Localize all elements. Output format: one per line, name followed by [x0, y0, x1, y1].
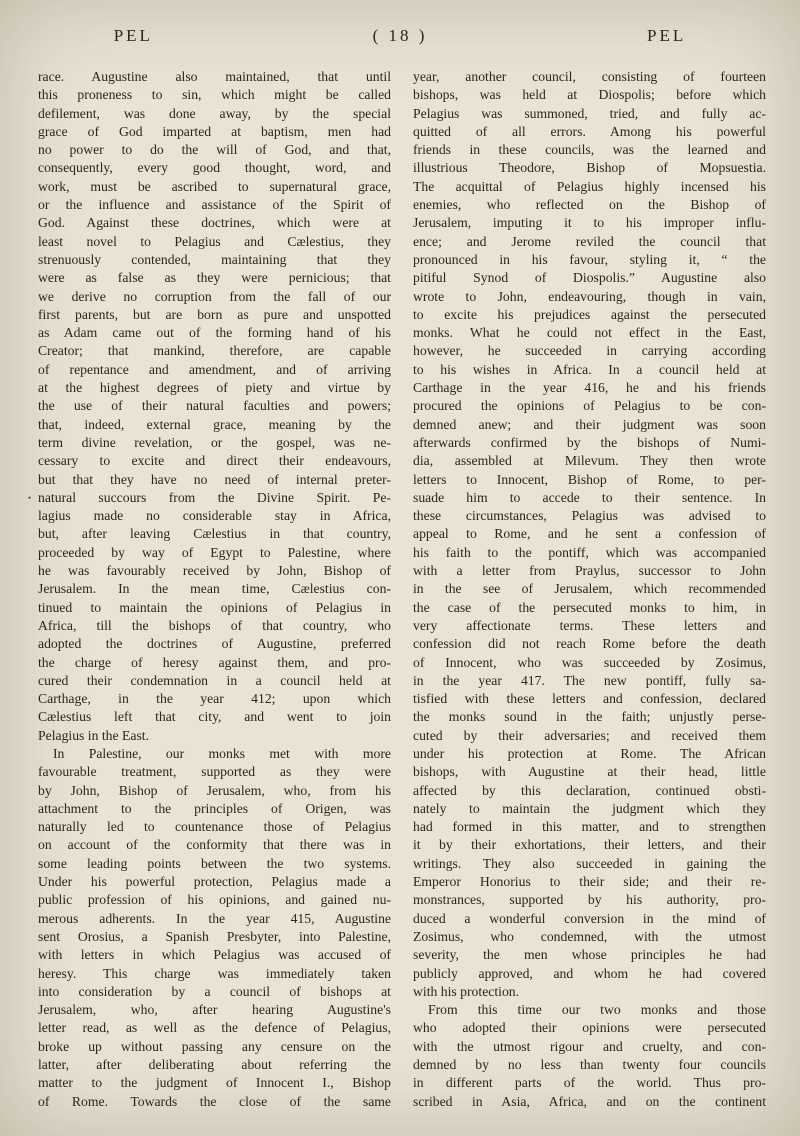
- text-line: on account of the conformity that there was in: [38, 837, 391, 853]
- page-header: [0, 26, 800, 46]
- text-line: letters to Innocent, Bishop of Rome, to per-: [413, 471, 766, 487]
- text-line: work, must be ascribed to supernatural grace,: [38, 178, 391, 194]
- text-line: ence; and Jerome reviled the council that: [413, 233, 766, 249]
- left-column: [38, 68, 391, 1111]
- text-line: procured the opinions of Pelagius to be con-: [413, 398, 766, 414]
- text-line: Pelagius in the East.: [38, 727, 150, 743]
- text-line: duced a wonderful conversion in the mind of: [413, 910, 766, 926]
- text-line: the monks sound in the faith; unjustly perse-: [413, 709, 766, 725]
- text-line: by John, Bishop of Jerusalem, who, from his: [38, 782, 391, 798]
- text-line: monstrances, supported by his authority, pro-: [413, 892, 766, 908]
- text-line: enemies, who reflected on the Bishop of: [413, 197, 766, 213]
- text-line: it by their exhortations, their letters, and their: [413, 837, 766, 853]
- text-line: strenuously contended, maintaining that they: [38, 251, 391, 267]
- text-line: with his protection.: [413, 983, 520, 999]
- text-line: the use of their natural faculties and powers;: [38, 398, 391, 414]
- text-line: with letters in which Pelagius was accused of: [38, 947, 391, 963]
- text-line: pitiful Synod of Diospolis.” Augustine also: [413, 270, 766, 286]
- text-line: quitted of all errors. Among his powerful: [413, 123, 766, 139]
- text-line: cessary to excite and direct their endeavours,: [38, 453, 391, 469]
- text-line: God. Against these doctrines, which were at: [38, 215, 391, 231]
- text-line: Africa, till the bishops of that country, who: [38, 617, 391, 633]
- text-line: tinued to maintain the opinions of Pelagius in: [38, 599, 391, 615]
- text-line: broke up without passing any censure on the: [38, 1038, 391, 1054]
- text-line: The acquittal of Pelagius highly incensed his: [413, 178, 766, 194]
- text-line: but that they have no need of internal preter-: [38, 471, 391, 487]
- text-line: that, indeed, external grace, meaning by the: [38, 416, 391, 432]
- text-line: of Rome. Towards the close of the same: [38, 1093, 391, 1109]
- text-line: demned anew; and their judgment was soon: [413, 416, 766, 432]
- text-line: with a letter from Praylus, successor to John: [413, 563, 766, 579]
- text-line: In Palestine, our monks met with more: [53, 745, 391, 761]
- text-line: into consideration by a council of bishops at: [38, 983, 391, 999]
- text-line: of repentance and amendment, and of arriving: [38, 361, 391, 377]
- text-line: appeal to Rome, and he sent a confession of: [413, 526, 766, 542]
- text-line: demned by no less than twenty four councils: [413, 1057, 766, 1073]
- text-line: had formed in this matter, and to strengthen: [413, 819, 766, 835]
- text-line: From this time our two monks and those: [428, 1002, 766, 1018]
- text-line: he was favourably received by John, Bishop of: [38, 563, 391, 579]
- text-line: attachment to the principles of Origen, was: [38, 800, 391, 816]
- text-line: wrote to John, endeavouring, though in vain,: [413, 288, 766, 304]
- text-line: consequently, every good thought, word, and: [38, 160, 391, 176]
- text-line: matter to the judgment of Innocent I., Bishop: [38, 1075, 391, 1091]
- text-line: we derive no corruption from the fall of our: [38, 288, 391, 304]
- text-line: Jerusalem. In the mean time, Cælestius con-: [38, 581, 391, 597]
- text-line: or the influence and assistance of the Spirit of: [38, 197, 391, 213]
- text-line: lagius made no considerable stay in Africa,: [38, 508, 391, 524]
- text-line: heresy. This charge was immediately taken: [38, 965, 391, 981]
- text-line: no power to do the will of God, and that,: [38, 142, 391, 158]
- text-line: nately to maintain the judgment which they: [413, 800, 766, 816]
- text-line: publicly approved, and whom he had covered: [413, 965, 766, 981]
- text-line: afterwards confirmed by the bishops of Numi-: [413, 434, 766, 450]
- text-line: in different parts of the world. Thus pro-: [413, 1075, 766, 1091]
- text-line: Creator; that mankind, therefore, are capable: [38, 343, 391, 359]
- text-line: his faith to the pontiff, which was accompanied: [413, 544, 766, 560]
- text-line: under his protection at Rome. The African: [413, 745, 766, 761]
- text-line: least novel to Pelagius and Cælestius, they: [38, 233, 391, 249]
- text-line: affected by this declaration, continued obsti-: [413, 782, 766, 798]
- paragraph: [38, 745, 391, 1111]
- text-line: writings. They also succeeded in gaining the: [413, 855, 766, 871]
- text-line: race. Augustine also maintained, that until: [38, 69, 391, 84]
- text-line: the case of the persecuted monks to him, in: [413, 599, 766, 615]
- page-number: ( 18 ): [372, 26, 428, 45]
- text-line: latter, after deliberating about referring the: [38, 1057, 391, 1073]
- text-line: public profession of his opinions, and gained nu-: [38, 892, 391, 908]
- text-line: some leading points between the two systems.: [38, 855, 391, 871]
- text-line: dia, assembled at Milevum. They then wrote: [413, 453, 766, 469]
- text-line: to his wishes in Africa. In a council held at: [413, 361, 766, 377]
- text-line: sent Orosius, a Spanish Presbyter, into Palestine,: [38, 928, 391, 944]
- header-right-catchword: PEL: [647, 26, 687, 45]
- text-line: year, another council, consisting of fourteen: [413, 69, 766, 84]
- text-line: at the highest degrees of piety and virtue by: [38, 380, 391, 396]
- text-line: in the see of Jerusalem, which recommended: [413, 581, 766, 597]
- text-line: monks. What he could not effect in the East,: [413, 325, 766, 341]
- text-line: bishops, was held at Diospolis; before which: [413, 87, 766, 103]
- text-line: proceeded by way of Egypt to Palestine, where: [38, 544, 391, 560]
- right-column: [413, 68, 766, 1111]
- text-line: with the utmost rigour and cruelty, and con-: [413, 1038, 766, 1054]
- text-line: Jerusalem, imputing it to his improper influ-: [413, 215, 766, 231]
- text-line: scribed in Asia, Africa, and on the continent: [413, 1093, 766, 1109]
- text-line: pronounced in his favour, styling it, “ the: [413, 251, 766, 267]
- text-line: confession did not reach Rome before the death: [413, 636, 766, 652]
- text-line: to excite his prejudices against the persecuted: [413, 306, 766, 322]
- text-line: merous adherents. In the year 415, Augustine: [38, 910, 391, 926]
- text-line: natural succours from the Divine Spirit. Pe-: [38, 489, 391, 505]
- text-line: the charge of heresy against them, and pro-: [38, 654, 391, 670]
- text-line: very affectionate terms. These letters and: [413, 617, 766, 633]
- text-line: term divine revelation, or the gospel, was ne-: [38, 434, 391, 450]
- text-line: Carthage in the year 416, he and his friends: [413, 380, 766, 396]
- text-line: letter read, as well as the defence of Pelagius,: [38, 1020, 391, 1036]
- margin-mark: •: [28, 493, 32, 503]
- text-line: bishops, with Augustine at their head, little: [413, 764, 766, 780]
- text-line: these circumstances, Pelagius was advised to: [413, 508, 766, 524]
- text-line: cuted by their adversaries; and received them: [413, 727, 766, 743]
- text-line: Zosimus, who condemned, with the utmost: [413, 928, 766, 944]
- text-line: Pelagius was summoned, tried, and fully ac-: [413, 105, 766, 121]
- text-line: grace of God imparted at baptism, men had: [38, 123, 391, 139]
- text-line: in the year 417. The new pontiff, fully sa-: [413, 672, 766, 688]
- text-line: Cælestius left that city, and went to join: [38, 709, 391, 725]
- text-line: tisfied with these letters and confession, declared: [413, 691, 766, 707]
- text-line: but, after leaving Cælestius in that country,: [38, 526, 391, 542]
- text-line: who adopted their opinions were persecuted: [413, 1020, 766, 1036]
- text-line: adopted the doctrines of Augustine, preferred: [38, 636, 391, 652]
- text-line: naturally led to countenance those of Pelagius: [38, 819, 391, 835]
- text-line: were as false as they were pernicious; that: [38, 270, 391, 286]
- text-line: illustrious Theodore, Bishop of Mopsuestia.: [413, 160, 766, 176]
- text-line: Emperor Honorius to their side; and their re-: [413, 874, 766, 890]
- paragraph: [413, 68, 766, 1001]
- text-line: however, he succeeded in carrying according: [413, 343, 766, 359]
- text-line: cured their condemnation in a council held at: [38, 672, 391, 688]
- text-line: Carthage, in the year 412; upon which: [38, 691, 391, 707]
- text-line: first parents, but are born as pure and unspotted: [38, 306, 391, 322]
- text-line: Jerusalem, who, after hearing Augustine's: [38, 1002, 391, 1018]
- text-line: Under his powerful protection, Pelagius made a: [38, 874, 391, 890]
- text-line: defilement, was done away, by the special: [38, 105, 391, 121]
- text-line: suade him to accede to their sentence. In: [413, 489, 766, 505]
- text-columns: [38, 68, 766, 1111]
- text-line: as Adam came out of the forming hand of his: [38, 325, 391, 341]
- text-line: favourable treatment, supported as they were: [38, 764, 391, 780]
- text-line: of Innocent, who was succeeded by Zosimus,: [413, 654, 766, 670]
- text-line: this proneness to sin, which might be called: [38, 87, 391, 103]
- text-line: friends in these councils, was the learned and: [413, 142, 766, 158]
- text-line: severity, the men whose principles he had: [413, 947, 766, 963]
- paragraph: [413, 1001, 766, 1111]
- paragraph: [38, 68, 391, 745]
- header-left-catchword: PEL: [113, 26, 153, 45]
